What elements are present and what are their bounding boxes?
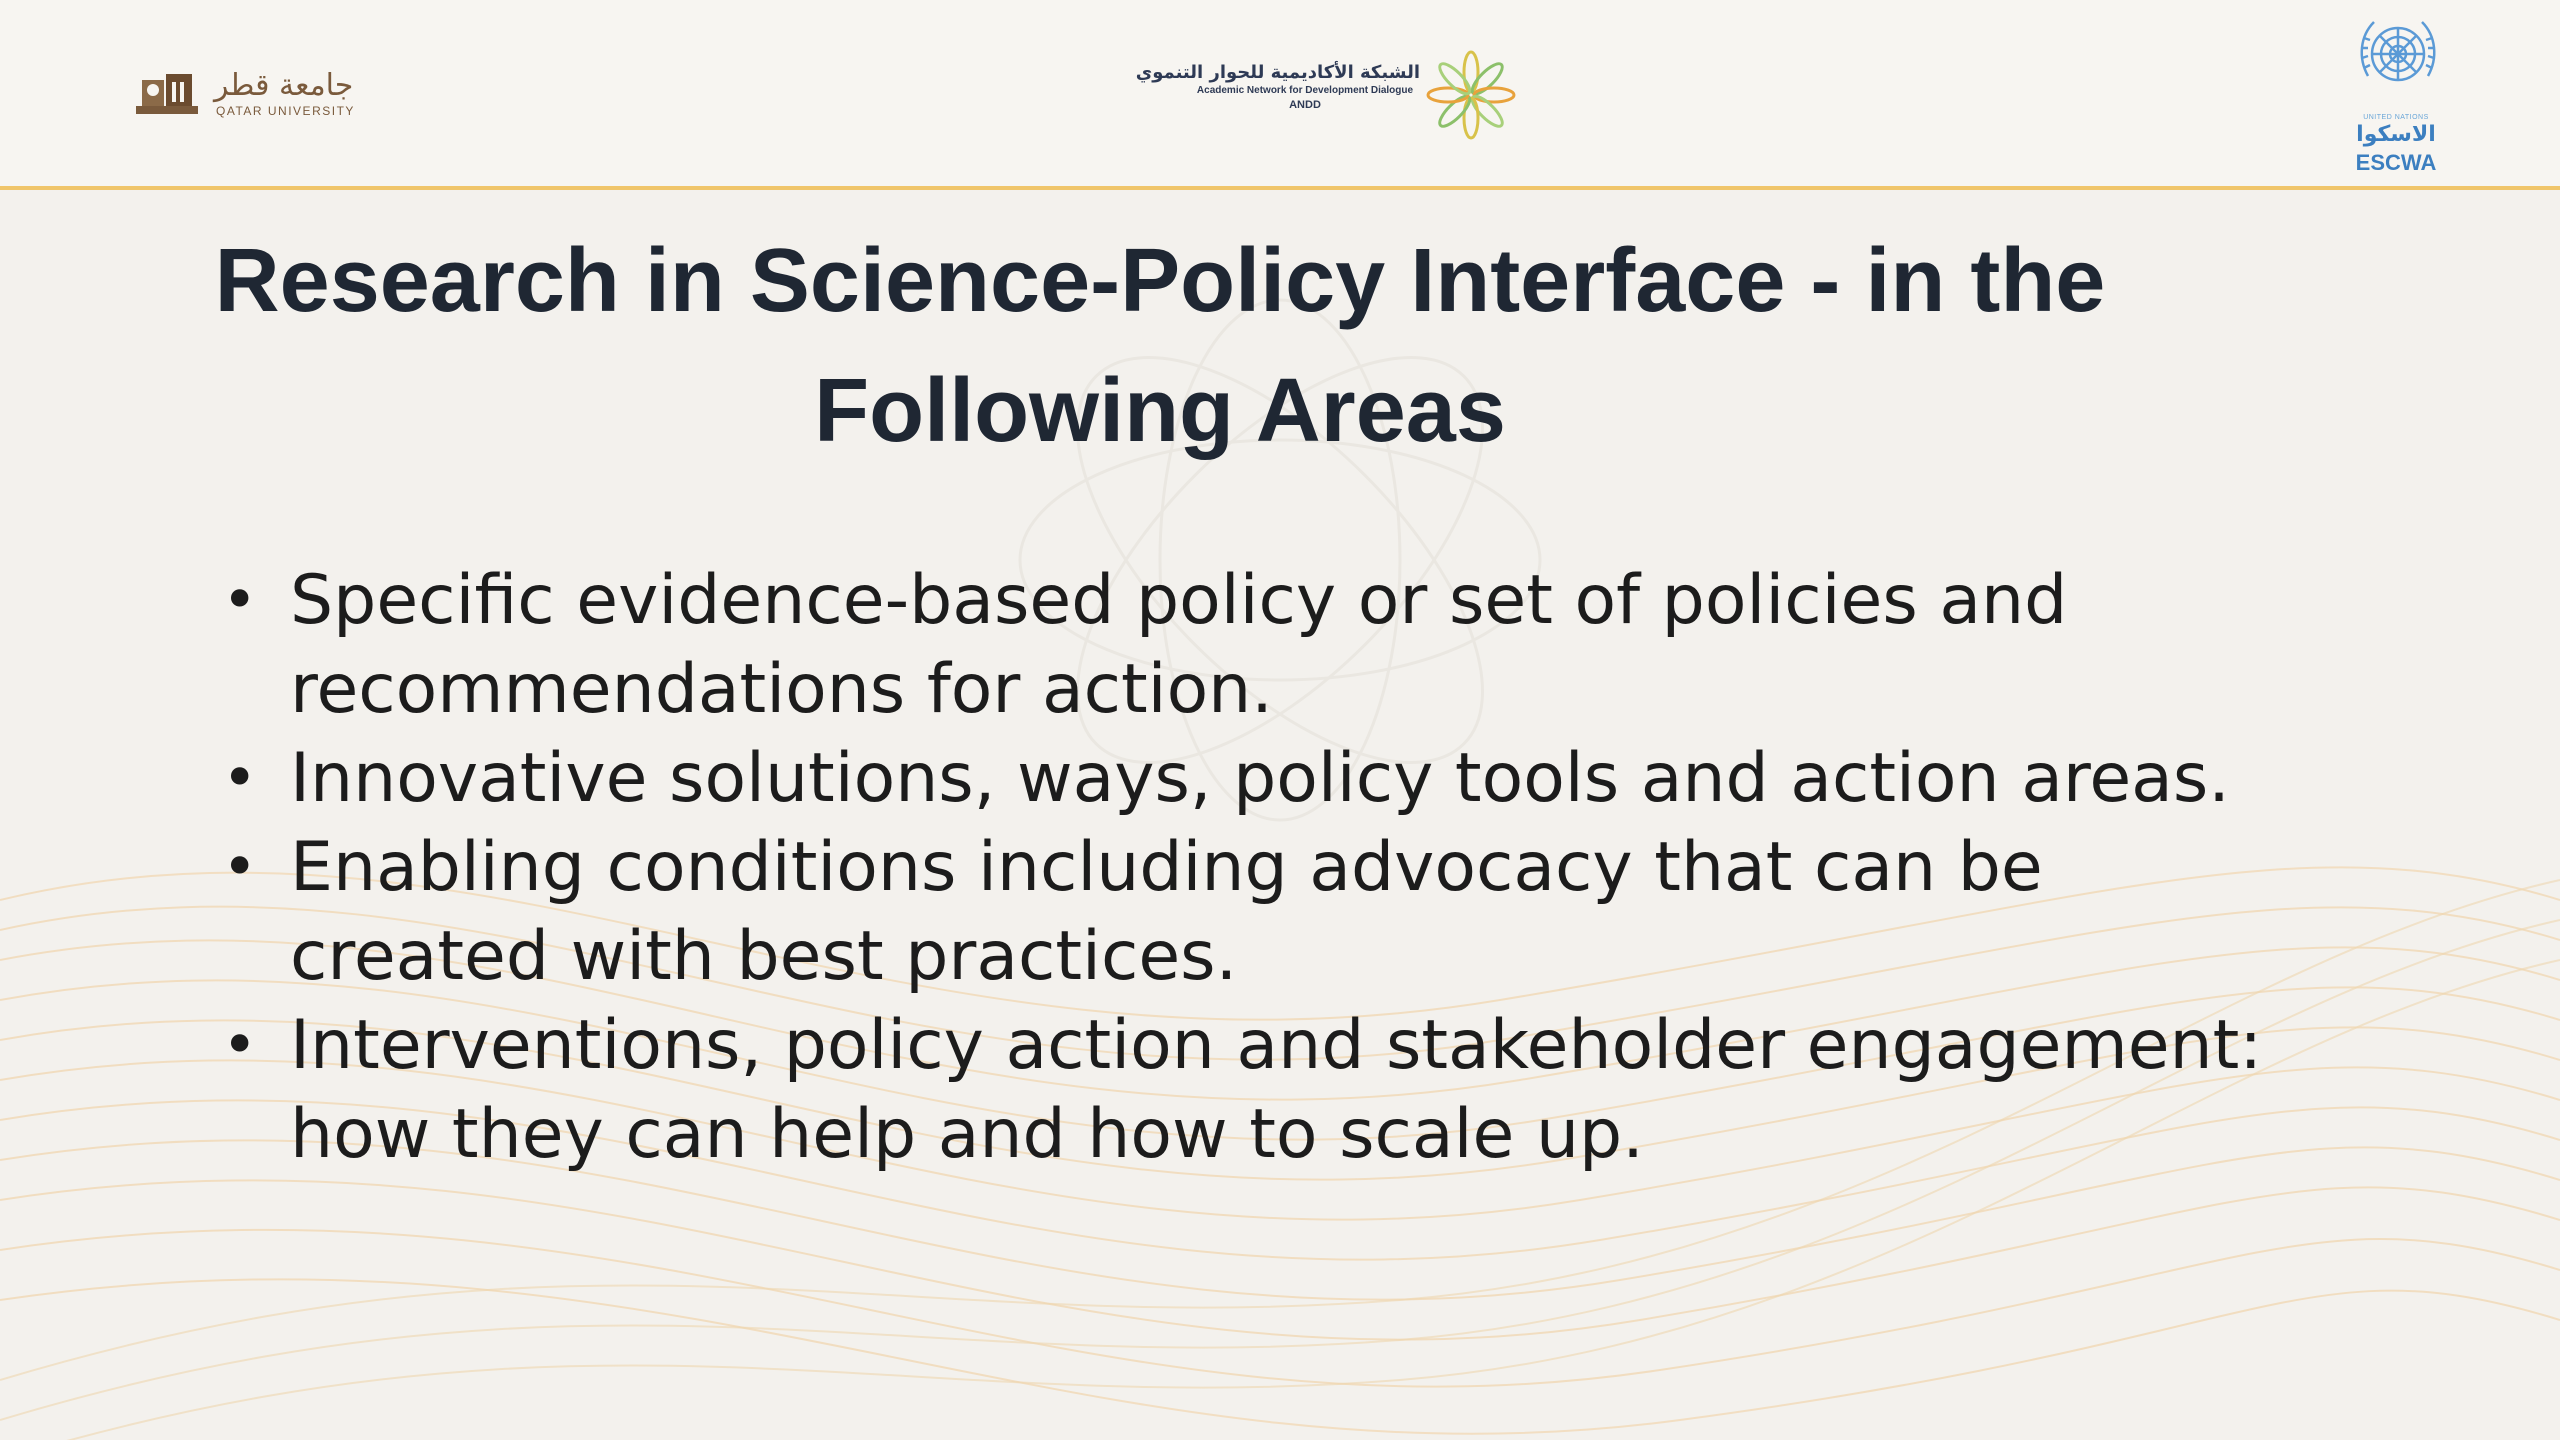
slide-title: [150, 216, 2170, 476]
bullet-item-evidence-based-policy: [210, 556, 2450, 734]
qatar-university-emblem-icon: [134, 70, 200, 116]
bullet-marker: •: [222, 743, 258, 813]
qatar-university-arabic-name: جامعة قطر: [214, 68, 354, 103]
andd-abbreviation: ANDD: [1289, 99, 1321, 111]
andd-english-name: Academic Network for Development Dialogue: [1196, 85, 1414, 96]
bullet-text-line-1: Specific evidence-based policy or set of policies and: [290, 561, 2068, 640]
andd-logo: [1135, 50, 1520, 146]
escwa-arabic-name: الاسكوا: [2356, 122, 2436, 147]
slide-title-line-1: Research in Science-Policy Interface - in the: [214, 231, 2106, 331]
qatar-university-logo: [134, 64, 374, 124]
header-divider: [0, 186, 2560, 190]
bullet-item-interventions: [210, 1001, 2450, 1179]
bullet-text-line-2: recommendations for action.: [290, 650, 1273, 729]
escwa-un-caption: UNITED NATIONS: [2363, 114, 2429, 121]
bullet-text-line-1: Interventions, policy action and stakeholder engagement:: [290, 1006, 2263, 1085]
bullet-marker: •: [222, 1010, 258, 1080]
un-emblem-icon: [2350, 14, 2446, 98]
bullet-list: [210, 556, 2450, 1179]
bullet-marker: •: [222, 832, 258, 902]
andd-text-block: [1135, 62, 1420, 112]
bullet-text-line-1: Innovative solutions, ways, policy tools and action areas.: [290, 739, 2230, 818]
escwa-english-name: ESCWA: [2355, 150, 2437, 175]
escwa-logo: [2340, 14, 2450, 174]
bullet-text-line-1: Enabling conditions including advocacy that can be: [290, 828, 2043, 907]
andd-arabic-name: الشبكة الأكاديمية للحوار التنموي: [1135, 62, 1420, 83]
slide-title-line-2: Following Areas: [814, 361, 1506, 461]
bullet-text-line-2: created with best practices.: [290, 917, 1238, 996]
andd-flower-icon: [1426, 50, 1516, 140]
bullet-marker: •: [222, 565, 258, 635]
bullet-item-enabling-conditions: [210, 823, 2450, 1001]
qatar-university-english-name: QATAR UNIVERSITY: [216, 104, 355, 118]
bullet-item-innovative-solutions: [210, 734, 2450, 823]
bullet-text-line-2: how they can help and how to scale up.: [290, 1095, 1644, 1174]
